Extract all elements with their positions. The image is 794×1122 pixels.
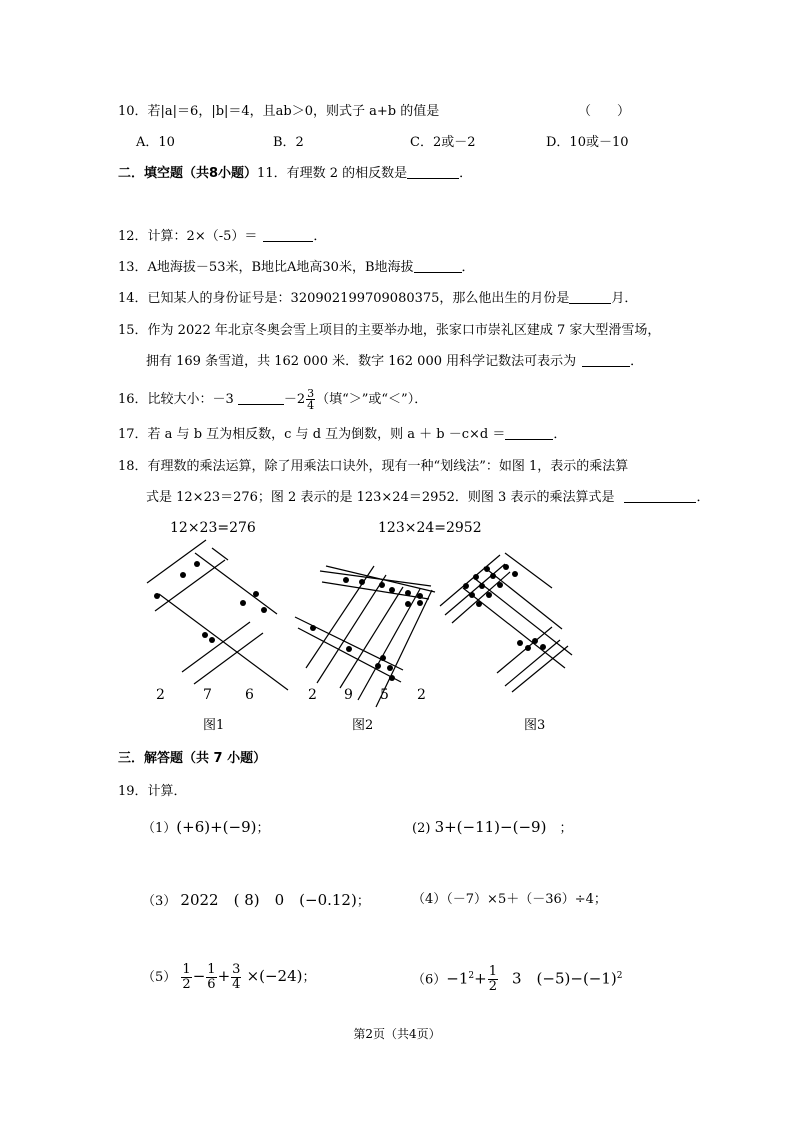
q13-end: ．: [461, 260, 475, 275]
fig3-caption: 图3: [524, 718, 546, 733]
q19-p3-end: ；: [356, 894, 370, 909]
q19-p5-frac3: $\frac{3}{4}$: [232, 962, 241, 992]
fig1-caption: 图1: [203, 718, 225, 733]
q11-text: 11．有理数 2 的相反数是: [257, 166, 408, 181]
q10-option-a: A．10: [136, 135, 175, 150]
fig3-diagram: [440, 553, 572, 692]
q19-p2-end: ；: [559, 821, 573, 836]
q18-text: 式是 12×23＝276；图 2 表示的是 123×24＝2952．则图 3 表示的乘法算式是: [146, 490, 615, 505]
q18-line1: 18．有理数的乘法运算，除了用乘法口诀外，现有一种“划线法”：如图 1，表示的乘法算: [118, 459, 629, 474]
q17-text: 17．若 a 与 b 互为相反数，c 与 d 互为倒数，则 a ＋ b －c×d ＝: [118, 427, 506, 442]
q19-p1-expr: (+6)+(−9): [176, 818, 257, 836]
q19-p5-tail: ×(−24): [246, 967, 303, 985]
fig2-digit-2: 9: [344, 687, 353, 703]
q17-end: ．: [553, 427, 567, 442]
q16-frac-num: 3: [307, 387, 315, 400]
q19-part2: [412, 815, 572, 841]
section-3-title: 三．解答题（共 7 小题）: [118, 751, 267, 766]
q19-part4: [412, 888, 607, 912]
q10-option-c: C．2或－2: [410, 135, 476, 150]
q15-text: 拥有 169 条雪道，共 162 000 米．数字 162 000 用科学记数法可表示为: [146, 354, 577, 369]
q10-option-d: D．10或－10: [546, 135, 629, 150]
q19-p4-label: （4）: [412, 892, 447, 907]
q14-text: 14．已知某人的身份证号是：320902199709080375，那么他出生的月份是: [118, 291, 570, 306]
q19-p2-label: (2): [412, 821, 431, 836]
q11-end: ．: [459, 166, 473, 181]
fig2-digit-1: 2: [308, 687, 317, 703]
q19-p5-end: ；: [302, 970, 316, 985]
fig1-digit-1: 2: [156, 687, 165, 703]
q19-p6-a: −1: [446, 969, 469, 988]
q19-p4-expr: （－7）×5＋（－36）÷4；: [446, 892, 607, 907]
fig1-diagram: [147, 540, 288, 690]
q19-p3-expr: 2022 ( 8) 0 (−0.12): [180, 891, 357, 909]
q16-prefix: 16．比较大小：－3: [118, 392, 234, 407]
q19-p5-frac2: $\frac{1}{6}$: [207, 962, 216, 992]
q12-text: 12．计算：2×（-5）＝: [118, 229, 258, 244]
q14-end: 月．: [611, 291, 638, 306]
q12-end: ．: [313, 229, 327, 244]
q19-p6-a-exp: 2: [468, 971, 475, 981]
q16-suffix: （填“＞”或“＜”）．: [316, 392, 428, 407]
q19-p6-plus: +: [474, 969, 487, 988]
q10-answer-paren: （ ）: [578, 104, 631, 119]
q16-frac-den: 4: [307, 399, 315, 412]
fig2-equation: 123×24=2952: [378, 520, 482, 536]
q15-line1: 15．作为 2022 年北京冬奥会雪上项目的主要举办地，张家口市崇礼区建成 7 家大型滑雪场，: [118, 323, 661, 338]
q19-part3: [142, 888, 370, 914]
fig2-digit-4: 2: [417, 687, 426, 703]
q19-head: 19．计算．: [118, 784, 187, 799]
fig2-digit-3: 5: [380, 687, 389, 703]
fig2-caption: 图2: [352, 718, 374, 733]
q10-stem: 10．若|a|＝6，|b|＝4，且ab＞0，则式子 a+b 的值是: [118, 104, 440, 119]
q19-p6-exp: 2: [616, 971, 623, 981]
fig2-diagram: [295, 566, 435, 707]
q10-option-b: B．2: [273, 135, 304, 150]
q19-p3-label: （3）: [142, 894, 177, 909]
q19-p1-label: （1）: [142, 821, 177, 836]
q19-part6: [412, 960, 623, 996]
q18-end: ．: [696, 490, 710, 505]
q13-text: 13．A地海拔－53米，B地比A地高30米，B地海拔: [118, 260, 414, 275]
section-2-title: 二．填空题（共8小题）: [118, 166, 258, 181]
page-footer: 第2页（共4页）: [353, 1027, 441, 1041]
fig1-digit-3: 6: [245, 687, 254, 703]
q19-p5-label: （5）: [142, 970, 177, 985]
fig1-digit-2: 7: [203, 687, 212, 703]
q15-end: ．: [630, 354, 644, 369]
q16-mid: －2: [283, 392, 306, 407]
q19-p1-end: ；: [256, 821, 270, 836]
fig1-equation: 12×23=276: [170, 520, 256, 536]
q19-part5: （5） $\frac{1}{2}$ − $\frac{1}{6}$ + $\frac{3}{4}$ ×(−24)；: [142, 962, 316, 992]
q19-p5-frac1: $\frac{1}{2}$: [182, 962, 191, 992]
q19-part1: [142, 815, 270, 841]
q19-p2-expr: 3+(−11)−(−9): [434, 818, 547, 836]
q19-p6-label: （6）: [412, 972, 447, 988]
q19-p6-frac: $\frac{1}{2}$: [488, 964, 497, 995]
q19-p6-mid: 3 (−5)−(−1): [512, 969, 617, 988]
